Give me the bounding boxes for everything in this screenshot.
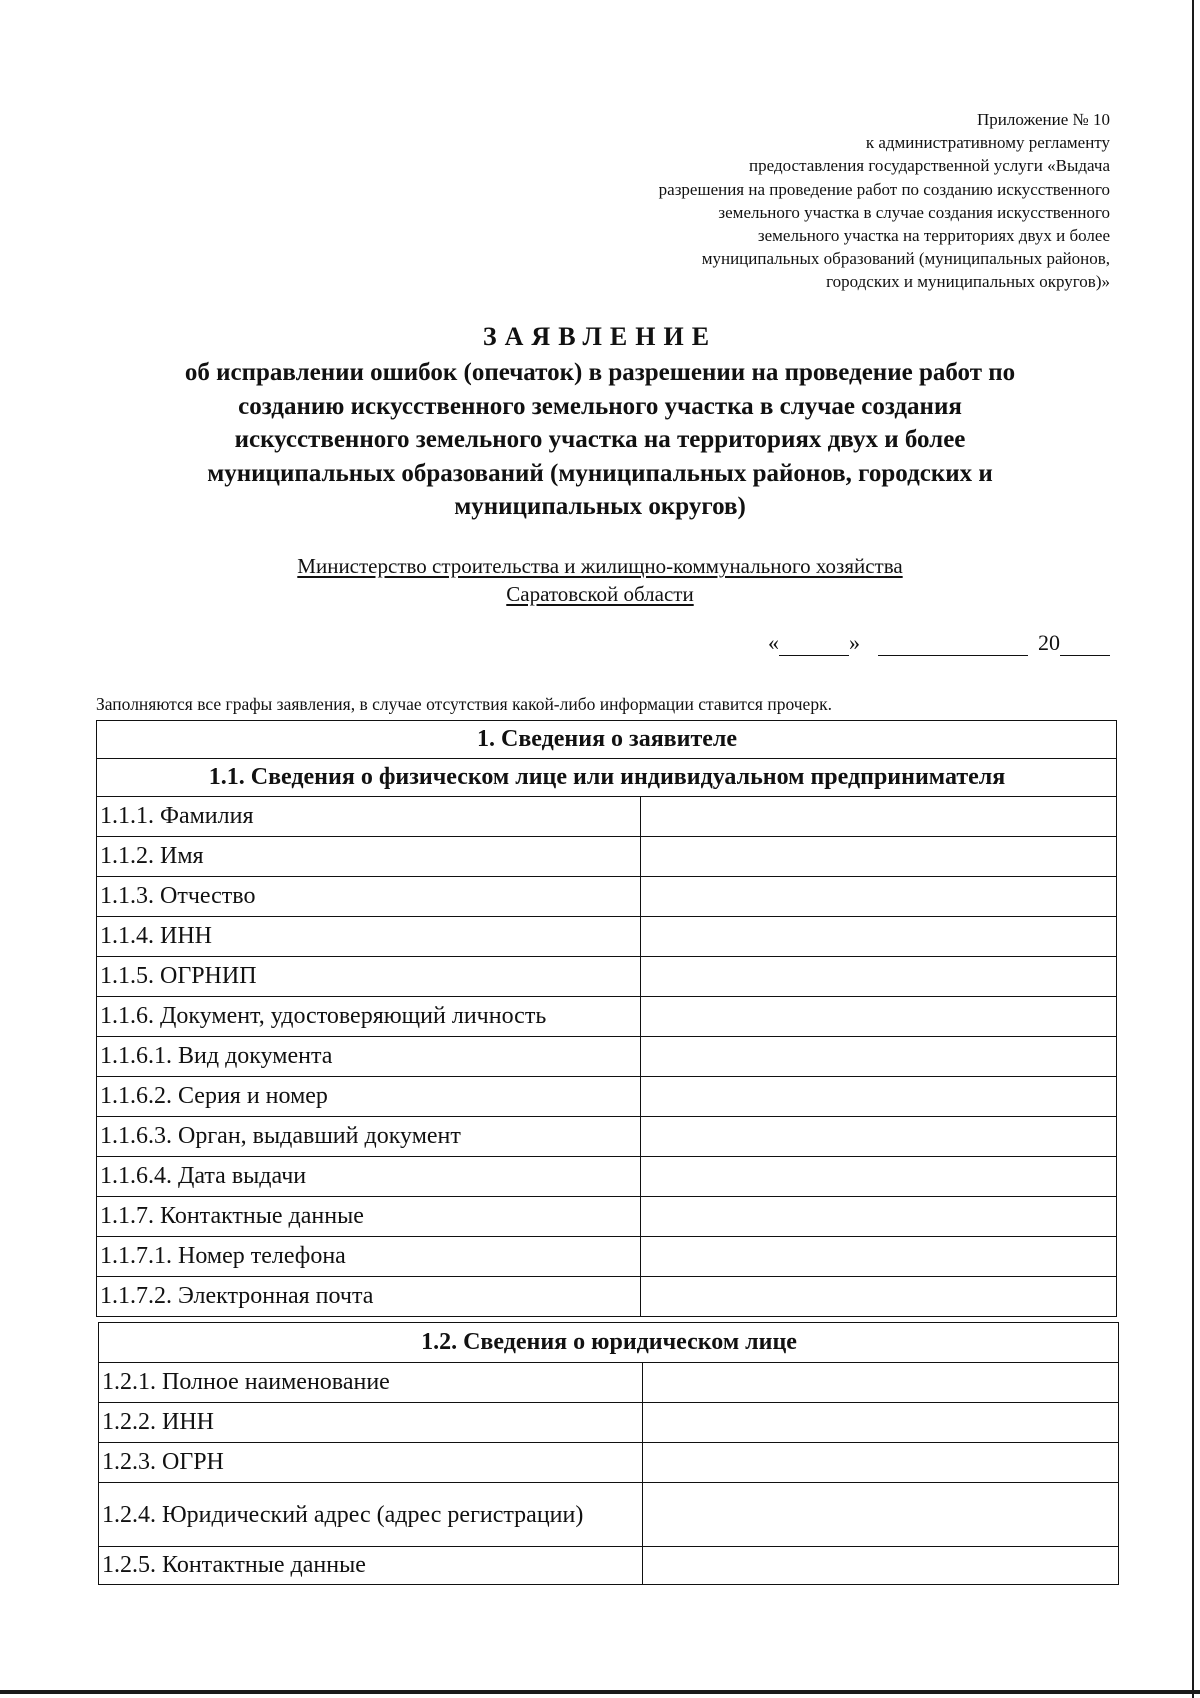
patronymic-field[interactable]	[641, 877, 1117, 917]
appendix-line: земельного участка на территориях двух и более	[757, 226, 1110, 246]
table-row	[99, 1483, 1119, 1547]
issuing-authority-field[interactable]	[641, 1117, 1117, 1157]
row-label: 1.2.5. Контактные данные	[99, 1547, 643, 1585]
document-title: ЗАЯВЛЕНИЕ	[482, 322, 718, 351]
row-label: 1.1.7.1. Номер телефона	[97, 1237, 641, 1277]
table-row	[99, 1363, 1119, 1403]
legal-inn-field[interactable]	[643, 1403, 1119, 1443]
row-label: 1.1.1. Фамилия	[97, 797, 641, 837]
table-row	[97, 797, 1117, 837]
first-name-field[interactable]	[641, 837, 1117, 877]
instruction-note: Заполняются все графы заявления, в случае отсутствия какой-либо информации ставится прочерк.	[96, 694, 832, 714]
appendix-note	[550, 108, 1110, 294]
ministry-line-1: Министерство строительства и жилищно-коммунального хозяйства	[297, 554, 903, 578]
row-label: 1.2.3. ОГРН	[99, 1443, 643, 1483]
table-row	[97, 1117, 1117, 1157]
document-type-field[interactable]	[641, 1037, 1117, 1077]
phone-field[interactable]	[641, 1237, 1117, 1277]
issue-date-field[interactable]	[641, 1157, 1117, 1197]
row-label: 1.1.2. Имя	[97, 837, 641, 877]
table-row	[97, 837, 1117, 877]
row-label: 1.1.6.1. Вид документа	[97, 1037, 641, 1077]
subtitle-line: муниципальных округов)	[454, 493, 746, 520]
table-row	[97, 1037, 1117, 1077]
date-line	[768, 630, 1110, 656]
row-label: 1.2.2. ИНН	[99, 1403, 643, 1443]
row-label: 1.1.5. ОГРНИП	[97, 957, 641, 997]
row-label: 1.1.7. Контактные данные	[97, 1197, 641, 1237]
row-label: 1.1.6.3. Орган, выдавший документ	[97, 1117, 641, 1157]
table-row	[99, 1403, 1119, 1443]
table-row	[99, 1443, 1119, 1483]
applicant-individual-table	[96, 720, 1117, 1317]
row-label: 1.1.3. Отчество	[97, 877, 641, 917]
appendix-line: разрешения на проведение работ по созданию искусственного	[658, 179, 1110, 199]
row-label: 1.2.1. Полное наименование	[99, 1363, 643, 1403]
date-month-field[interactable]	[878, 633, 1028, 656]
subtitle-line: созданию искусственного земельного участка в случае создания	[238, 392, 962, 420]
section-1-1-title: 1.1. Сведения о физическом лице или индивидуальном предпринимателя	[97, 759, 1117, 797]
date-open-quote: «	[768, 630, 779, 655]
page-edge-bottom	[0, 1690, 1200, 1694]
ogrnip-field[interactable]	[641, 957, 1117, 997]
date-year-prefix: 20	[1038, 630, 1060, 655]
legal-address-field[interactable]	[643, 1483, 1119, 1547]
section-1-2-title: 1.2. Сведения о юридическом лице	[99, 1323, 1119, 1363]
page-edge-right	[1192, 0, 1194, 1698]
table-row	[97, 1277, 1117, 1317]
legal-contact-details-field[interactable]	[643, 1547, 1119, 1585]
full-name-field[interactable]	[643, 1363, 1119, 1403]
date-close-quote: »	[849, 630, 860, 655]
section-1-title: 1. Сведения о заявителе	[97, 721, 1117, 759]
row-label: 1.1.6. Документ, удостоверяющий личность	[97, 997, 641, 1037]
table-row	[97, 917, 1117, 957]
date-year-field[interactable]	[1060, 633, 1110, 656]
table-row	[97, 957, 1117, 997]
table-row	[97, 1197, 1117, 1237]
row-label: 1.1.4. ИНН	[97, 917, 641, 957]
subtitle-line: муниципальных образований (муниципальных районов, городских и	[207, 459, 993, 487]
appendix-line: муниципальных образований (муниципальных районов,	[701, 249, 1110, 269]
subtitle-line: искусственного земельного участка на территориях двух и более	[234, 426, 966, 453]
email-field[interactable]	[641, 1277, 1117, 1317]
table-row	[97, 997, 1117, 1037]
identity-document-field[interactable]	[641, 997, 1117, 1037]
appendix-line: Приложение № 10	[977, 110, 1110, 129]
document-subtitle	[120, 356, 1080, 524]
inn-field[interactable]	[641, 917, 1117, 957]
row-label: 1.1.6.4. Дата выдачи	[97, 1157, 641, 1197]
ministry-name	[200, 552, 1000, 608]
table-row	[97, 1157, 1117, 1197]
table-row	[99, 1547, 1119, 1585]
row-label: 1.1.6.2. Серия и номер	[97, 1077, 641, 1117]
ogrn-field[interactable]	[643, 1443, 1119, 1483]
appendix-line: к административному регламенту	[865, 133, 1110, 153]
applicant-legal-entity-table	[98, 1322, 1119, 1585]
appendix-line: предоставления государственной услуги «Выдача	[749, 156, 1110, 176]
contact-details-field[interactable]	[641, 1197, 1117, 1237]
table-row	[97, 1237, 1117, 1277]
table-row	[97, 1077, 1117, 1117]
table-row	[97, 877, 1117, 917]
row-label: 1.2.4. Юридический адрес (адрес регистрации)	[99, 1483, 643, 1547]
document-series-number-field[interactable]	[641, 1077, 1117, 1117]
date-day-field[interactable]	[779, 633, 849, 656]
appendix-line: городских и муниципальных округов)»	[826, 272, 1110, 292]
ministry-line-2: Саратовской области	[506, 582, 694, 606]
appendix-line: земельного участка в случае создания искусственного	[718, 202, 1110, 222]
subtitle-line: об исправлении ошибок (опечаток) в разрешении на проведение работ по	[184, 359, 1016, 386]
surname-field[interactable]	[641, 797, 1117, 837]
row-label: 1.1.7.2. Электронная почта	[97, 1277, 641, 1317]
